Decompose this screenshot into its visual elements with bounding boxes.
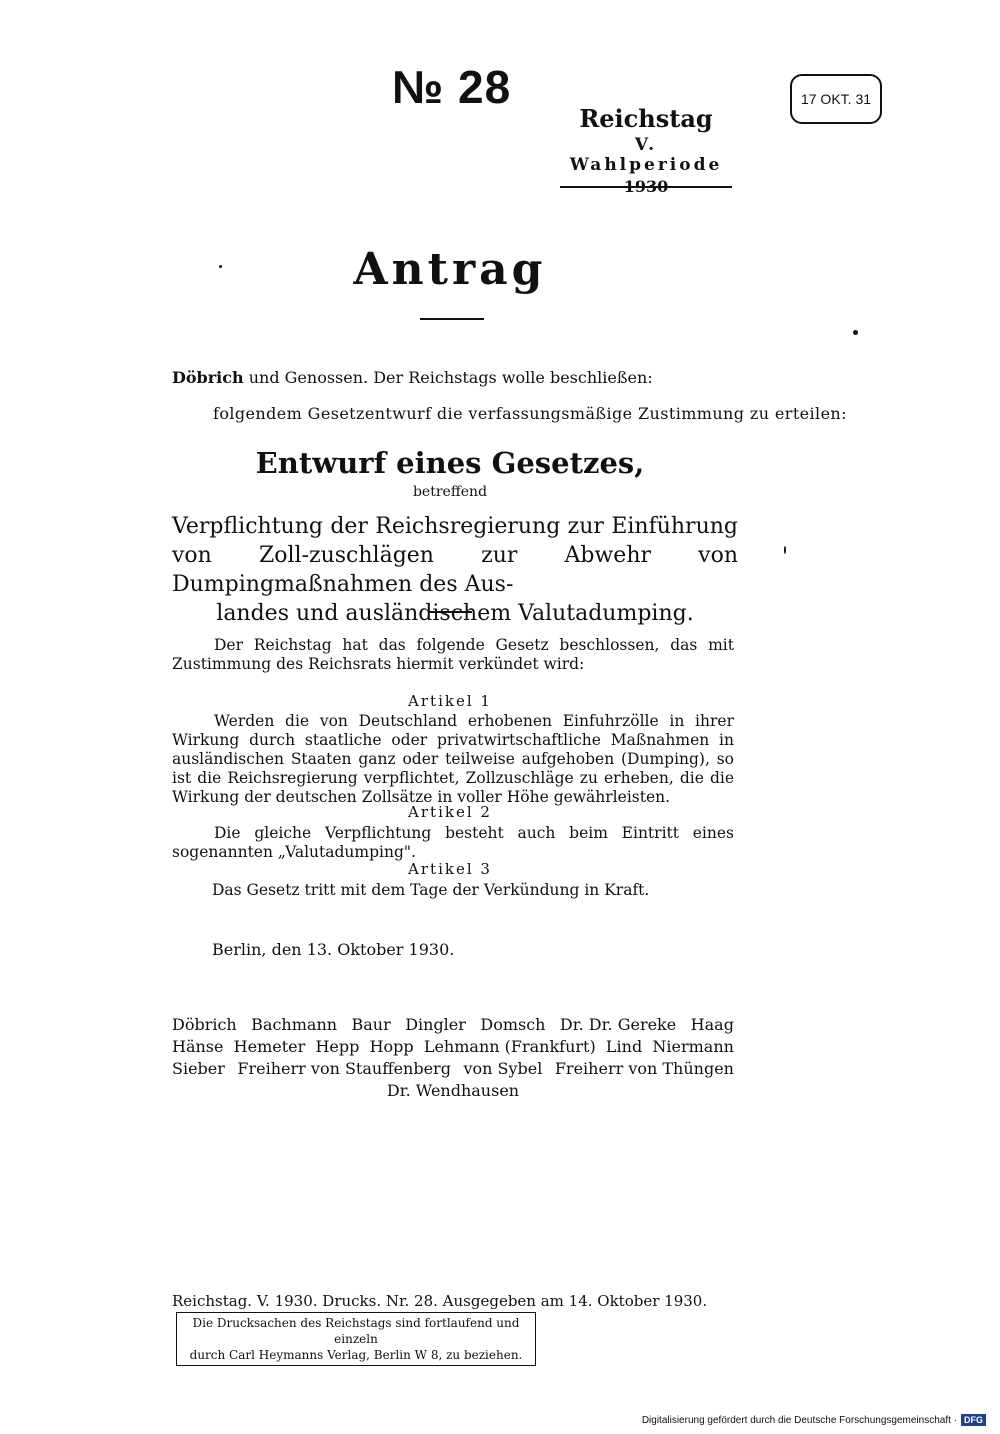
signer: Freiherr von Stauffenberg bbox=[237, 1059, 451, 1078]
signers-row bbox=[172, 1080, 734, 1102]
dfg-logo: DFG bbox=[961, 1414, 986, 1426]
draft-heading: Entwurf eines Gesetzes, bbox=[255, 446, 645, 480]
section-rule bbox=[428, 611, 472, 613]
signers-block bbox=[172, 1014, 734, 1102]
reichstag-header bbox=[560, 104, 732, 196]
signer: Dr. Wendhausen bbox=[386, 1081, 520, 1100]
title-rule bbox=[420, 318, 484, 320]
signer: Haag bbox=[690, 1015, 734, 1034]
scan-speck bbox=[784, 546, 786, 554]
signer: Freiherr von Thüngen bbox=[554, 1059, 734, 1078]
draft-subject-last: landes und ausländischem Valutadumping. bbox=[216, 601, 694, 626]
signer: Döbrich bbox=[172, 1015, 237, 1034]
signer: Hemeter bbox=[233, 1037, 306, 1056]
article-2-text: Die gleiche Verpflichtung besteht auch beim Eintritt eines sogenannten „Valutadumping". bbox=[172, 824, 734, 861]
signer: Sieber bbox=[172, 1059, 225, 1078]
intro-line-1-text: und Genossen. Der Reichstags wolle beschließen: bbox=[243, 368, 653, 387]
distribution-notice bbox=[176, 1312, 536, 1366]
header-rule bbox=[560, 186, 732, 188]
place-date: Berlin, den 13. Oktober 1930. bbox=[212, 940, 455, 959]
signer: Hopp bbox=[369, 1037, 414, 1056]
signer: Hänse bbox=[172, 1037, 224, 1056]
article-2-heading: Artikel 2 bbox=[408, 803, 492, 821]
draft-subject-main: Verpflichtung der Reichsregierung zur Einführung von Zoll-zuschlägen zur Abwehr von Dumpingmaßnahmen des Aus- bbox=[172, 514, 738, 597]
law-intro: Der Reichstag hat das folgende Gesetz beschlossen, das mit Zustimmung des Reichsrats hiermit verkündet wird: bbox=[172, 636, 734, 673]
dfg-credit-text: Digitalisierung gefördert durch die Deutsche Forschungsgemeinschaft · bbox=[641, 1414, 957, 1426]
intro-name: Döbrich bbox=[172, 368, 244, 387]
signers-row bbox=[172, 1058, 734, 1080]
signer: Hepp bbox=[315, 1037, 360, 1056]
draft-betreffend: betreffend bbox=[412, 484, 488, 500]
article-1-heading: Artikel 1 bbox=[408, 692, 492, 710]
notice-line-1: Die Drucksachen des Reichstags sind fortlaufend und einzeln bbox=[192, 1316, 520, 1346]
notice-line-2: durch Carl Heymanns Verlag, Berlin W 8, zu beziehen. bbox=[189, 1348, 523, 1362]
signer: Niermann bbox=[652, 1037, 734, 1056]
signer: Lehmann (Frankfurt) bbox=[423, 1037, 596, 1056]
date-stamp: 17 OKT. 31 bbox=[790, 74, 882, 124]
intro-line-1 bbox=[172, 368, 653, 387]
document-number: № 28 bbox=[392, 61, 512, 113]
signer: Bachmann bbox=[251, 1015, 338, 1034]
signer: Dr. Dr. Gereke bbox=[559, 1015, 677, 1034]
signers-row bbox=[172, 1036, 734, 1058]
scan-speck bbox=[219, 265, 222, 268]
scan-speck bbox=[853, 330, 858, 335]
print-info: Reichstag. V. 1930. Drucks. Nr. 28. Ausgegeben am 14. Oktober 1930. bbox=[172, 1292, 708, 1310]
signer: Domsch bbox=[480, 1015, 546, 1034]
article-3-heading: Artikel 3 bbox=[408, 860, 492, 878]
wahlperiode-label: V. Wahlperiode bbox=[569, 135, 723, 175]
signer: Baur bbox=[351, 1015, 391, 1034]
signer: von Sybel bbox=[463, 1059, 543, 1078]
dfg-credit bbox=[642, 1414, 986, 1426]
signers-row bbox=[172, 1014, 734, 1036]
signer: Dingler bbox=[405, 1015, 466, 1034]
article-3-text: Das Gesetz tritt mit dem Tage der Verkündung in Kraft. bbox=[212, 881, 650, 899]
reichstag-label: Reichstag bbox=[579, 104, 713, 133]
article-1-text: Werden die von Deutschland erhobenen Einfuhrzölle in ihrer Wirkung durch staatliche oder privatwirtschaftliche Maßnahmen in ausländischen Staaten ganz oder teilweise aufgehoben (Dumping), so ist die Reichsregierung verpflichtet, Zollzuschläge zu erheben, die die Wirkung der deutschen Zollsätze in voller Höhe gewährleisten. bbox=[172, 712, 734, 806]
document-title: Antrag bbox=[353, 244, 547, 295]
year-label: 1930 bbox=[623, 177, 669, 196]
signer: Lind bbox=[605, 1037, 643, 1056]
intro-line-2: folgendem Gesetzentwurf die verfassungsmäßige Zustimmung zu erteilen: bbox=[213, 404, 847, 423]
